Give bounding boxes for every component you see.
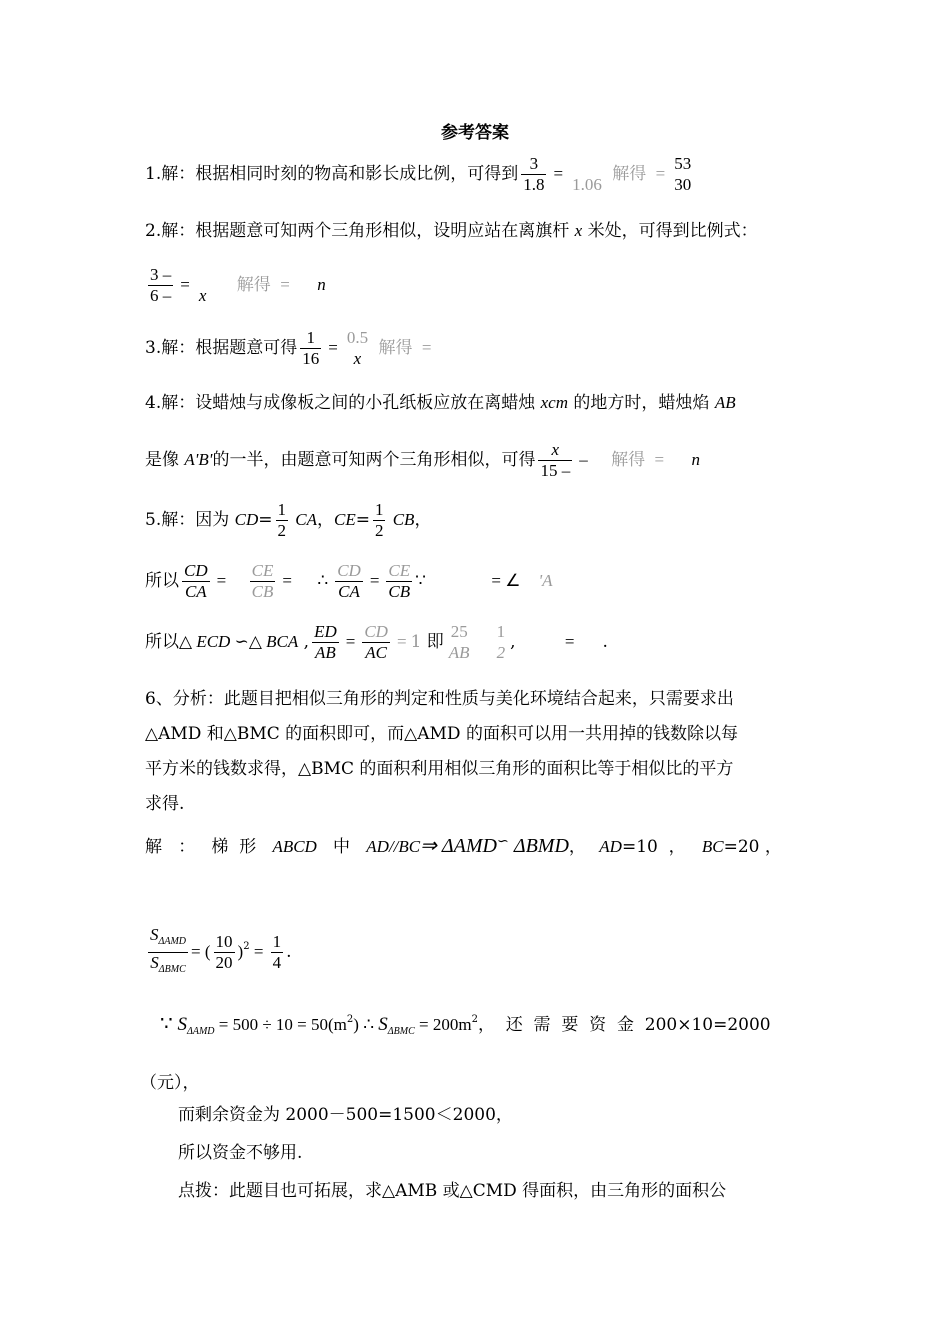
answer-2: 2.解：根据题意可知两个三角形相似，设明应站在离旗杆 x 米处，可得到比例式： (145, 221, 758, 241)
fraction: $\frac{1}{2}$ (277, 500, 286, 540)
fraction: $\frac{10}{20}$ (215, 932, 233, 972)
fraction: $\frac{x}{15 -}$ (540, 440, 571, 480)
fraction: $\frac{3}{1.8}$ (523, 154, 545, 194)
answer-5-similar: 所以△ ECD ∽△ BCA , $\frac{ED}{AB}$ = $\frac{CD}{AC}$ =1 即 25 AB 1 2 , = . (145, 622, 608, 662)
fraction: $\frac{CD}{CA}$ (337, 561, 361, 601)
analysis-line-1: 6、分析：此题目把相似三角形的判定和性质与美化环境结合起来，只需要求出 (145, 689, 734, 709)
fraction: 0.5 x (346, 328, 369, 368)
fraction: $\frac{CD}{CA}$ (184, 561, 208, 601)
answer-5-ratio: 所以 $\frac{CD}{CA}$ = $\frac{CE}{CB}$ = ∴ $\frac{CD}{CA}$ = $\frac{CE}{CB}$ ∵ = ∠ 'A (145, 561, 553, 601)
answer-2-equation: $\frac{3 -}{6 -}$ = x 解得 = n (150, 265, 326, 305)
fraction: $\frac{CD}{AC}$ (364, 622, 388, 662)
area-calculation: ∵ $S_{\Delta AMD} = 500 \div 10 = 50(m^2)$ ∴ $S_{\Delta BMC} = 200m^2$， 还 需 要 资 金 200×10=2000 (160, 1013, 771, 1037)
tip-line: 点拨：此题目也可拓展，求△AMB 或△CMD 得面积，由三角形的面积公 (178, 1181, 727, 1201)
fraction: $\frac{S_{\Delta AMD}}{S_{\Delta BMC}}$ (150, 925, 187, 975)
fraction: 53 30 (674, 154, 692, 194)
fraction: $\frac{1}{4}$ (272, 932, 282, 972)
answer-5: 5.解：因为 CD= $\frac{1}{2}$ CA，CE= $\frac{1}{2}$ CB， (145, 500, 432, 540)
fraction: $\frac{CE}{CB}$ (388, 561, 411, 601)
yuan-line: （元）， (140, 1073, 200, 1093)
fraction: $\frac{3 -}{6 -}$ (150, 265, 172, 305)
page-title: 参考答案 (441, 123, 509, 143)
fraction: 25 AB (448, 622, 470, 662)
fraction: $\frac{ED}{AB}$ (314, 622, 337, 662)
solution-line: 解 ： 梯 形 ABCD 中 AD//BC⇒ ΔAMD∽ ΔBMD， AD=10 ， BC=20 ， (145, 833, 782, 857)
fraction: 1 2 (496, 622, 506, 662)
fraction: x (198, 286, 207, 305)
fraction: $\frac{1}{2}$ (374, 500, 384, 540)
answer-4-cont: 是像 A'B'的一半，由题意可知两个三角形相似，可得 $\frac{x}{15 -}$ – 解得 = n (145, 440, 701, 480)
analysis-line-2: △AMD 和△BMC 的面积即可，而△AMD 的面积可以用一共用掉的钱数除以每 (145, 724, 738, 744)
fraction: 1.06 (572, 175, 602, 194)
fraction: $\frac{1}{16}$ (302, 328, 320, 368)
analysis-line-3: 平方米的钱数求得，△BMC 的面积利用相似三角形的面积比等于相似比的平方 (145, 759, 734, 779)
fraction: $\frac{CE}{CB}$ (251, 561, 274, 601)
answer-3: 3.解：根据题意可得 $\frac{1}{16}$ = 0.5 x 解得 = (145, 328, 432, 368)
remaining-funds: 而剩余资金为 2000－500=1500＜2000， (178, 1105, 513, 1125)
area-ratio-equation: $\frac{S_{\Delta AMD}}{S_{\Delta BMC}}$ = ( $\frac{10}{20}$ )$^2$ = $\frac{1}{4}$ . (145, 925, 292, 980)
conclusion: 所以资金不够用. (178, 1143, 303, 1163)
answer-1: 1.解：根据相同时刻的物高和影长成比例，可得到 $\frac{3}{1.8}$ = 1.06 解得 = 53 30 (145, 154, 692, 194)
answer-4: 4.解：设蜡烛与成像板之间的小孔纸板应放在离蜡烛 xcm 的地方时，蜡烛焰 AB (145, 393, 736, 413)
analysis-line-4: 求得. (145, 794, 185, 814)
